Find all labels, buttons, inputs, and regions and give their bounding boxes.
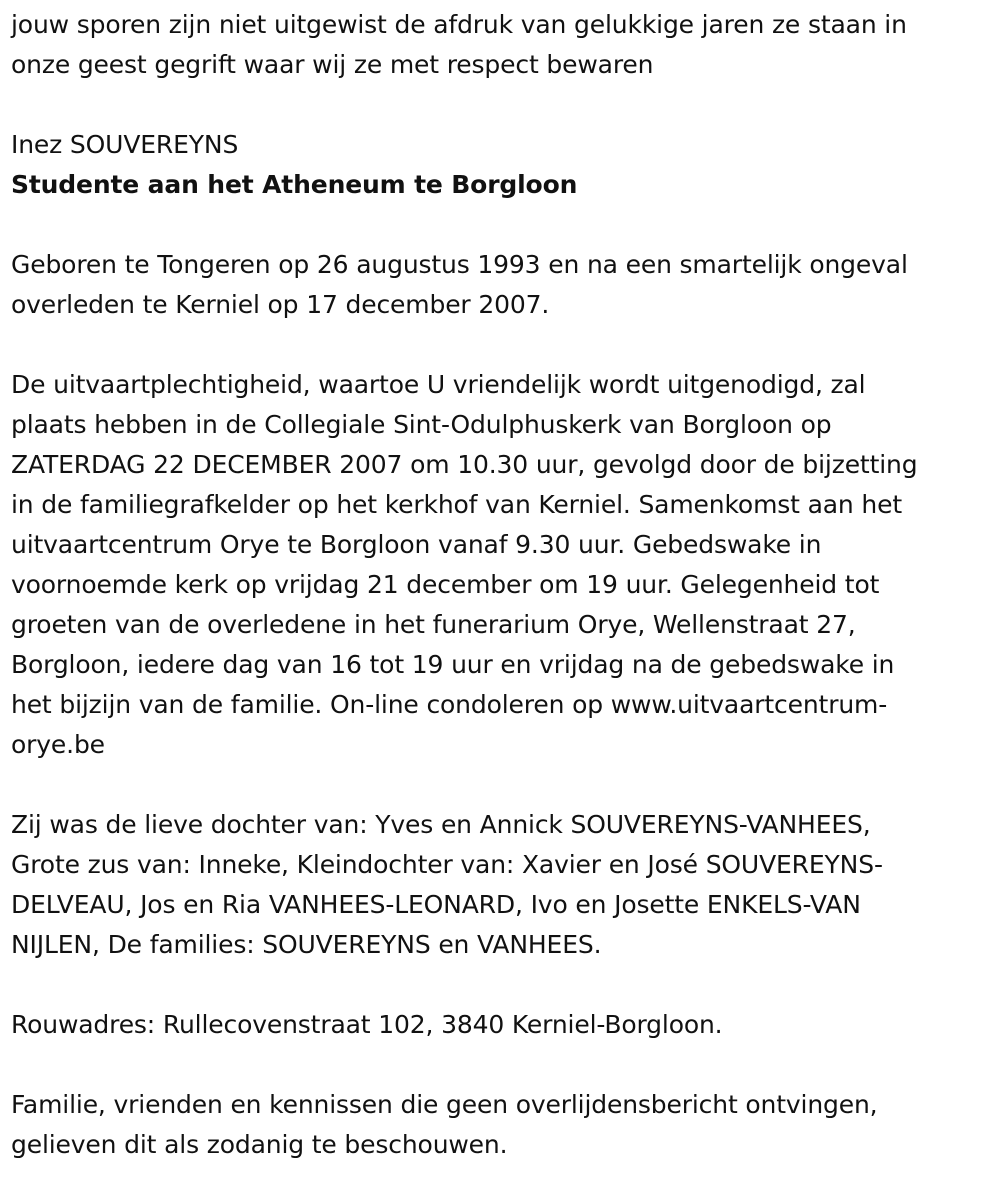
deceased-subtitle: Studente aan het Atheneum te Borgloon xyxy=(11,170,578,199)
poem-block xyxy=(11,5,991,85)
paragraph-line: uitvaartcentrum Orye te Borgloon vanaf 9.30 uur. Gebedswake in xyxy=(11,530,822,559)
paragraph-line: groeten van de overledene in het funerarium Orye, Wellenstraat 27, xyxy=(11,610,856,639)
paragraph-line: in de familiegrafkelder op het kerkhof van Kerniel. Samenkomst aan het xyxy=(11,490,903,519)
spacer xyxy=(11,1045,991,1085)
poem-line: jouw sporen zijn niet uitgewist de afdruk van gelukkige jaren ze staan in xyxy=(11,10,907,39)
paragraph-line: het bijzijn van de familie. On-line condoleren op www.uitvaartcentrum- xyxy=(11,690,888,719)
obituary-document xyxy=(11,0,991,1165)
paragraph-line: NIJLEN, De families: SOUVEREYNS en VANHEES. xyxy=(11,930,602,959)
paragraph-line: ZATERDAG 22 DECEMBER 2007 om 10.30 uur, gevolgd door de bijzetting xyxy=(11,450,918,479)
spacer xyxy=(11,765,991,805)
deceased-name: Inez SOUVEREYNS xyxy=(11,130,239,159)
paragraph-line: Familie, vrienden en kennissen die geen overlijdensbericht ontvingen, xyxy=(11,1090,878,1119)
paragraph-line: Geboren te Tongeren op 26 augustus 1993 en na een smartelijk ongeval xyxy=(11,250,908,279)
address-paragraph xyxy=(11,1005,991,1045)
closing-paragraph xyxy=(11,1085,991,1165)
paragraph-line: DELVEAU, Jos en Ria VANHEES-LEONARD, Ivo en Josette ENKELS-VAN xyxy=(11,890,861,919)
paragraph-line: overleden te Kerniel op 17 december 2007. xyxy=(11,290,550,319)
funeral-paragraph xyxy=(11,365,991,765)
paragraph-line: gelieven dit als zodanig te beschouwen. xyxy=(11,1130,508,1159)
paragraph-line: De uitvaartplechtigheid, waartoe U vriendelijk wordt uitgenodigd, zal xyxy=(11,370,866,399)
poem-line: onze geest gegrift waar wij ze met respect bewaren xyxy=(11,50,654,79)
spacer xyxy=(11,965,991,1005)
paragraph-line: Rouwadres: Rullecovenstraat 102, 3840 Kerniel-Borgloon. xyxy=(11,1010,723,1039)
family-paragraph xyxy=(11,805,991,965)
deceased-block xyxy=(11,125,991,205)
paragraph-line: plaats hebben in de Collegiale Sint-Odulphuskerk van Borgloon op xyxy=(11,410,832,439)
spacer xyxy=(11,85,991,125)
paragraph-line: Grote zus van: Inneke, Kleindochter van: Xavier en José SOUVEREYNS- xyxy=(11,850,883,879)
paragraph-line: Borgloon, iedere dag van 16 tot 19 uur en vrijdag na de gebedswake in xyxy=(11,650,895,679)
paragraph-line: voornoemde kerk op vrijdag 21 december om 19 uur. Gelegenheid tot xyxy=(11,570,880,599)
spacer xyxy=(11,205,991,245)
birth-death-paragraph xyxy=(11,245,991,325)
paragraph-line: orye.be xyxy=(11,730,105,759)
paragraph-line: Zij was de lieve dochter van: Yves en Annick SOUVEREYNS-VANHEES, xyxy=(11,810,871,839)
spacer xyxy=(11,325,991,365)
